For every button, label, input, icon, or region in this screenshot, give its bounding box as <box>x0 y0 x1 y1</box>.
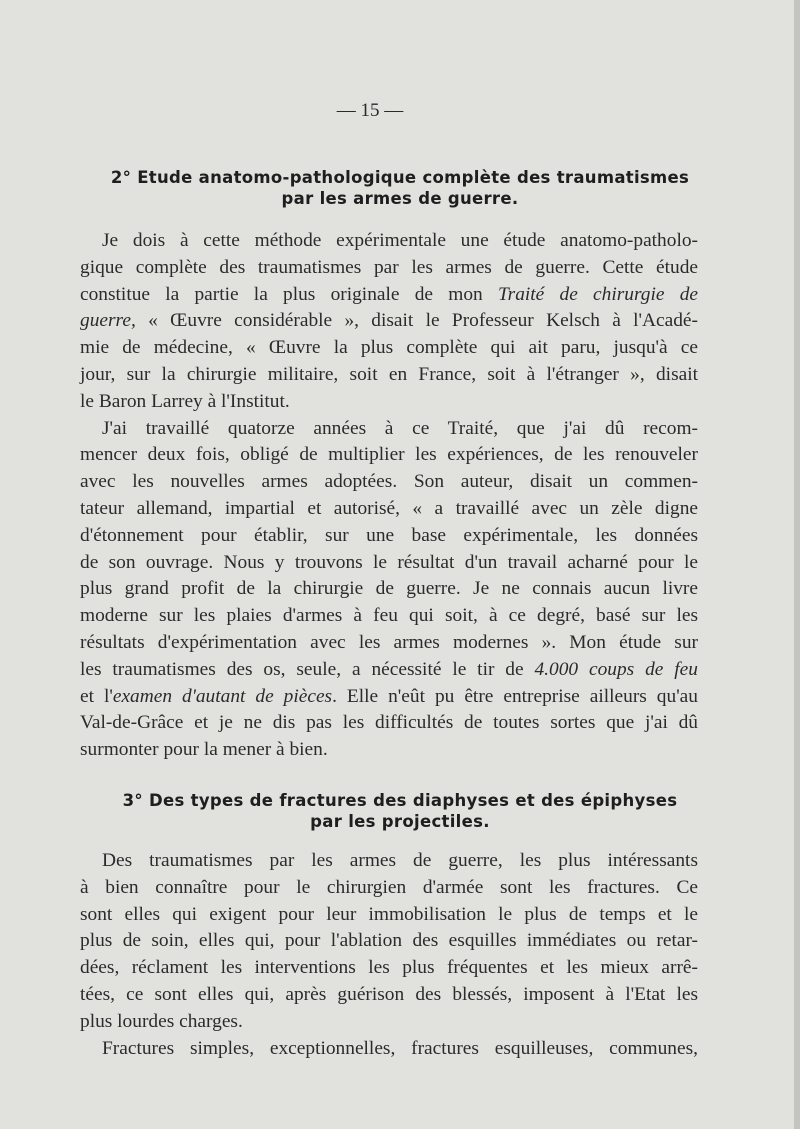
text-line <box>80 282 698 309</box>
section-3-body <box>80 848 698 1062</box>
text-line <box>80 657 698 684</box>
text-line: surmonter pour la mener à bien. <box>80 739 328 761</box>
text-line: mie de médecine, « Œuvre la plus complète qui ait paru, jusqu'à ce <box>80 337 698 359</box>
section-3-heading <box>80 790 720 832</box>
text-line: gique complète des traumatismes par les armes de guerre. Cette étude <box>80 256 698 278</box>
section-3-heading-line-1: 3° Des types de fractures des diaphyses et des épiphyses <box>122 791 678 810</box>
section-3-paragraph-1 <box>80 848 698 1036</box>
text-fragment: les traumatismes des os, seule, a nécessité le tir de <box>80 658 535 680</box>
text-line: tateur allemand, impartial et autorisé, « a travaillé avec un zèle digne <box>80 497 698 519</box>
text-line: plus grand profit de la chirurgie de guerre. Je ne connais aucun livre <box>80 578 698 600</box>
text-line: mencer deux fois, obligé de multiplier les expériences, de les renouveler <box>80 444 698 466</box>
text-line: moderne sur les plaies d'armes à feu qui soit, à ce degré, basé sur les <box>80 605 698 627</box>
section-2-body <box>80 228 698 764</box>
text-line <box>80 684 698 711</box>
section-2-paragraph-1 <box>80 228 698 416</box>
text-line: résultats d'expérimentation avec les armes modernes ». Mon étude sur <box>80 631 698 653</box>
text-line: plus lourdes charges. <box>80 1010 243 1032</box>
text-line: sont elles qui exigent pour leur immobilisation le plus de temps et le <box>80 903 698 925</box>
text-line: Des traumatismes par les armes de guerre, les plus intéressants <box>102 850 698 871</box>
section-2-paragraph-2 <box>80 416 698 764</box>
text-line: dées, réclament les interventions les plus fréquentes et les mieux arrê- <box>80 957 698 979</box>
text-fragment: . Elle n'eût pu être entreprise ailleurs qu'au <box>332 685 698 707</box>
text-line: le Baron Larrey à l'Institut. <box>80 390 290 412</box>
text-line: plus de soin, elles qui, pour l'ablation des esquilles immédiates ou retar- <box>80 930 698 952</box>
book-title-italic: Traité de chirurgie de <box>497 283 698 305</box>
text-line: tées, ce sont elles qui, après guérison des blessés, imposent à l'Etat les <box>80 983 698 1005</box>
text-line: jour, sur la chirurgie militaire, soit en France, soit à l'étranger », disait <box>80 363 698 385</box>
italic-emphasis: examen d'autant de pièces <box>112 685 333 707</box>
section-3-heading-line-2: par les projectiles. <box>310 812 490 831</box>
page-number: — 15 — <box>336 100 404 121</box>
text-line: avec les nouvelles armes adoptées. Son auteur, disait un commen- <box>80 471 698 493</box>
text-line: Je dois à cette méthode expérimentale une étude anatomo-patholo- <box>102 230 698 251</box>
text-line: Fractures simples, exceptionnelles, fractures esquilleuses, communes, <box>102 1037 698 1059</box>
text-line: d'étonnement pour établir, sur une base expérimentale, les données <box>80 524 698 546</box>
section-2-heading-line-1: 2° Etude anatomo-pathologique complète des traumatismes <box>110 168 690 187</box>
book-title-italic-cont: guerre, <box>80 310 136 332</box>
italic-emphasis: 4.000 coups de feu <box>534 658 698 680</box>
section-3-paragraph-2 <box>80 1036 698 1063</box>
text-line <box>80 308 698 335</box>
section-2-heading <box>80 167 720 209</box>
text-fragment: constitue la partie la plus originale de mon <box>80 283 498 305</box>
text-fragment: et l' <box>80 685 113 707</box>
text-line: à bien connaître pour le chirurgien d'armée sont les fractures. Ce <box>80 876 698 898</box>
section-2-heading-line-2: par les armes de guerre. <box>281 189 519 208</box>
page-edge-shadow <box>794 0 800 1129</box>
text-line: Val-de-Grâce et je ne dis pas les difficultés de toutes sortes que j'ai dû <box>80 712 698 734</box>
text-line: J'ai travaillé quatorze années à ce Traité, que j'ai dû recom- <box>102 417 698 439</box>
text-fragment: « Œuvre considérable », disait le Professeur Kelsch à l'Acadé- <box>135 310 698 332</box>
text-line: de son ouvrage. Nous y trouvons le résultat d'un travail acharné pour le <box>80 551 698 573</box>
